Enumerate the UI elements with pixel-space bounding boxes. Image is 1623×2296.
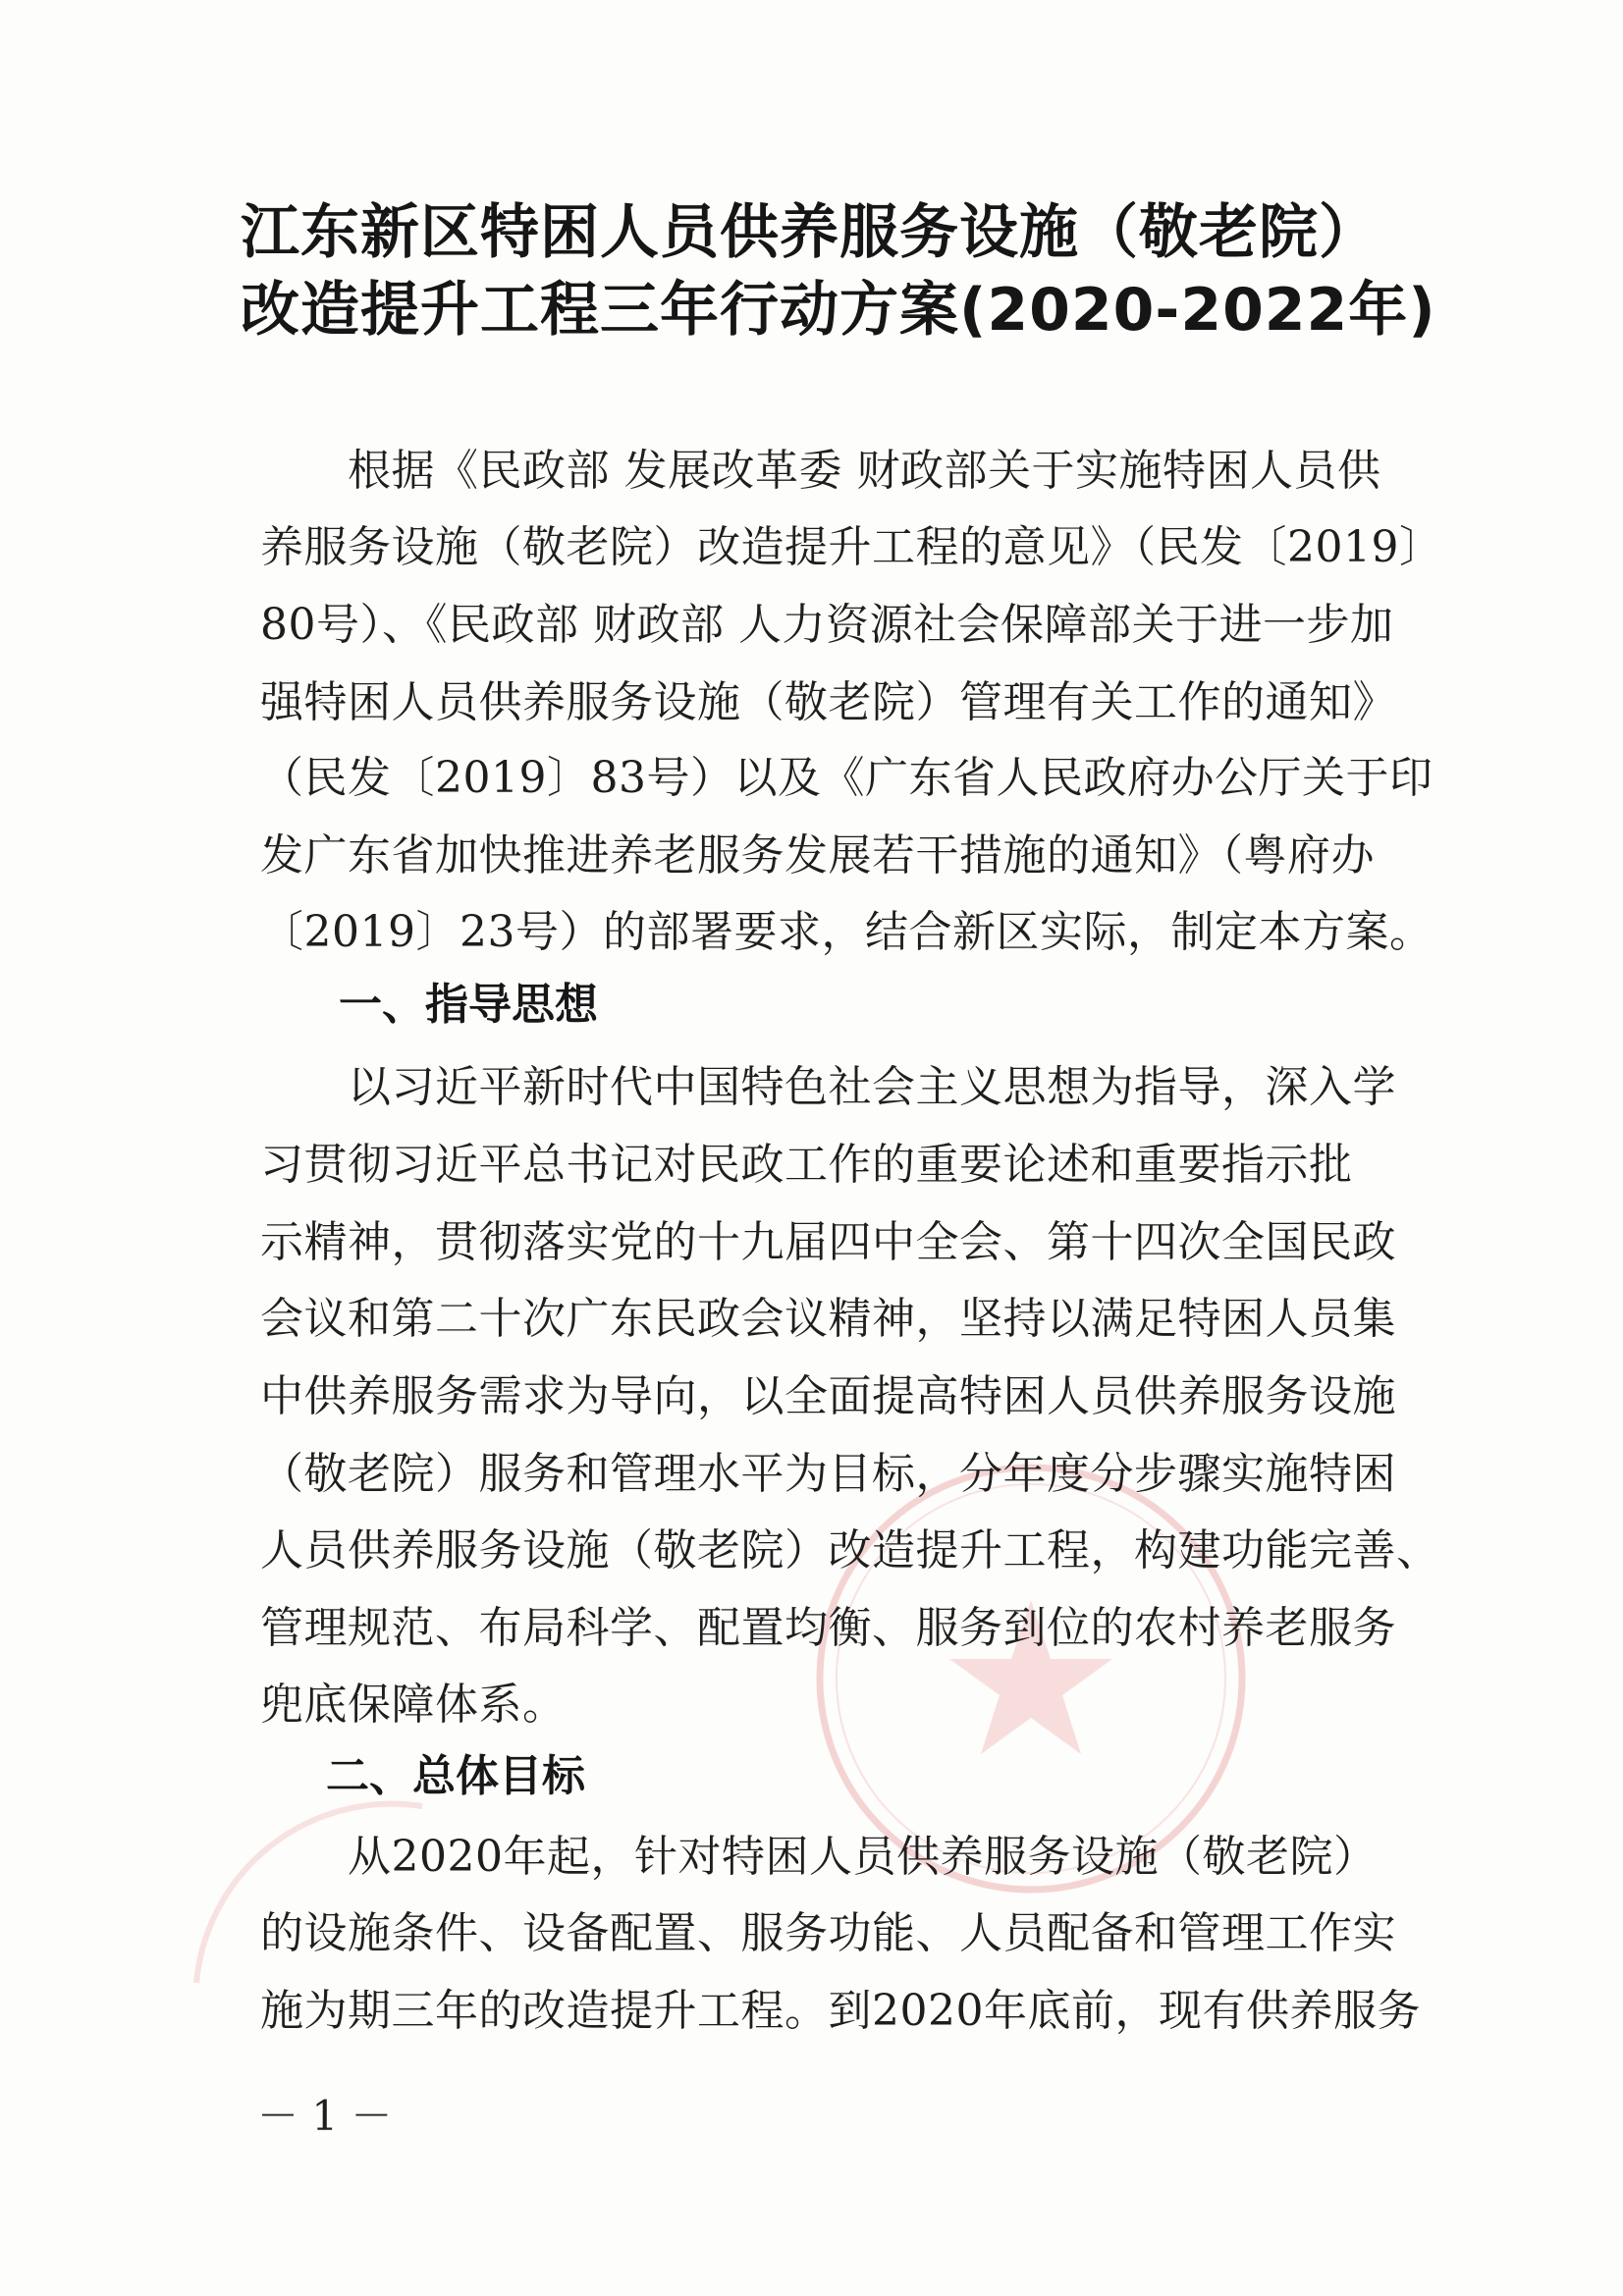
section1-line: 以习近平新时代中国特色社会主义思想为指导，深入学	[260, 1062, 1396, 1112]
section1-line: 管理规范、布局科学、配置均衡、服务到位的农村养老服务	[260, 1603, 1396, 1653]
intro-line: 强特困人员供养服务设施（敬老院）管理有关工作的通知》	[260, 677, 1396, 727]
section1-line: 习贯彻习近平总书记对民政工作的重要论述和重要指示批	[260, 1140, 1353, 1190]
section1-line: 中供养服务需求为导向，以全面提高特困人员供养服务设施	[260, 1371, 1396, 1421]
intro-line: 〔2019〕23号）的部署要求，结合新区实际，制定本方案。	[260, 907, 1434, 957]
official-seal-secondary	[177, 1787, 432, 2002]
page-number: － 1 －	[257, 2092, 393, 2140]
section1-line: （敬老院）服务和管理水平为目标，分年度分步骤实施特困	[260, 1449, 1396, 1499]
section2-line: 从2020年起，针对特困人员供养服务设施（敬老院）	[260, 1832, 1378, 1882]
intro-line: 养服务设施（敬老院）改造提升工程的意见》（民发〔2019〕	[260, 522, 1443, 572]
section2-line: 施为期三年的改造提升工程。到2020年底前，现有供养服务	[260, 1986, 1421, 2036]
intro-line: （民发〔2019〕83号）以及《广东省人民政府办公厅关于印	[260, 753, 1434, 803]
intro-line: 发广东省加快推进养老服务发展若干措施的通知》（粤府办	[260, 830, 1375, 881]
section1-line: 人员供养服务设施（敬老院）改造提升工程，构建功能完善、	[260, 1525, 1440, 1575]
section2-line: 的设施条件、设备配置、服务功能、人员配备和管理工作实	[260, 1908, 1396, 1958]
section1-line: 示精神，贯彻落实党的十九届四中全会、第十四次全国民政	[260, 1217, 1396, 1267]
section1-line: 兜底保障体系。	[260, 1680, 567, 1730]
section-heading-overall-goals: 二、总体目标	[326, 1751, 585, 1801]
document-title-line-2: 改造提升工程三年行动方案(2020-2022年)	[241, 276, 1436, 345]
section-heading-guiding-ideology: 一、指导思想	[339, 980, 598, 1030]
section1-line: 会议和第二十次广东民政会议精神，坚持以满足特困人员集	[260, 1294, 1396, 1344]
document-title-line-1: 江东新区特困人员供养服务设施（敬老院）	[241, 198, 1379, 267]
intro-line: 80号）、《民政部 财政部 人力资源社会保障部关于进一步加	[260, 600, 1394, 650]
intro-line: 根据《民政部 发展改革委 财政部关于实施特困人员供	[260, 446, 1381, 496]
